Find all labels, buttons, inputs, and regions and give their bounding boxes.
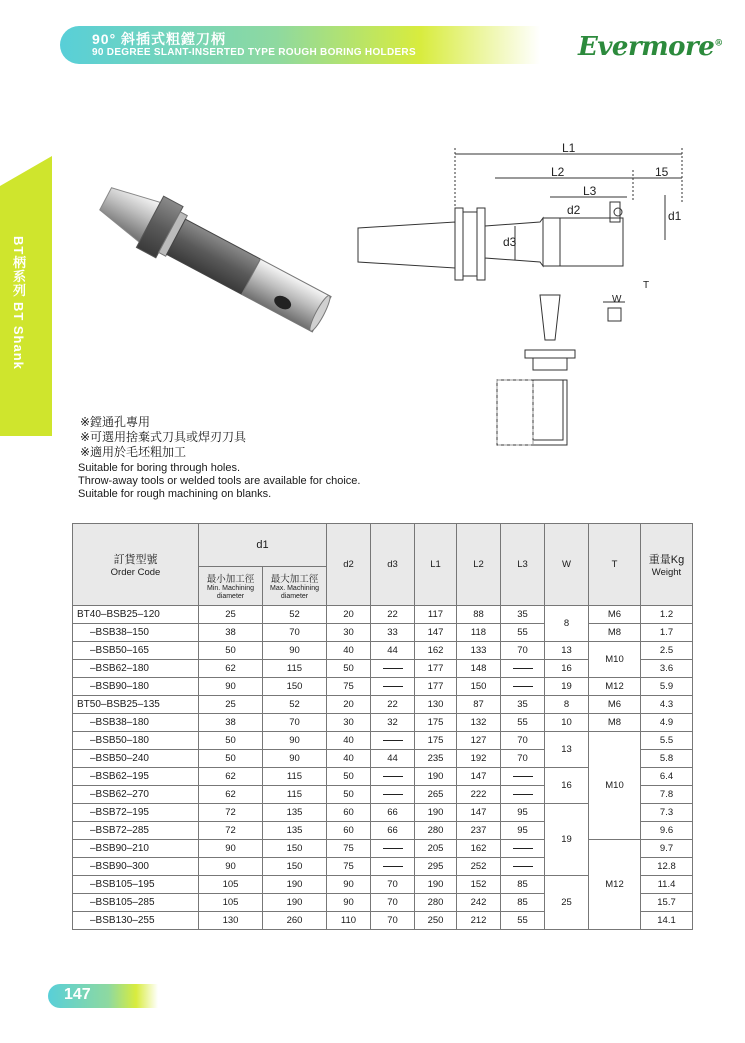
note-en-2: Throw-away tools or welded tools are available for choice. — [78, 475, 361, 487]
cell-code: –BSB38–180 — [73, 714, 199, 732]
cell-min: 50 — [199, 732, 263, 750]
col-order-code — [73, 524, 199, 606]
cell-d2: 50 — [327, 786, 371, 804]
cell-l2: 127 — [457, 732, 501, 750]
cell-code: –BSB90–210 — [73, 840, 199, 858]
cell-code: –BSB105–285 — [73, 894, 199, 912]
cell-d3: 22 — [371, 606, 415, 624]
cell-min: 25 — [199, 606, 263, 624]
cell-l2: 148 — [457, 660, 501, 678]
cell-l1: 250 — [415, 912, 457, 930]
cell-d3 — [371, 732, 415, 750]
cell-wt: 5.9 — [641, 678, 693, 696]
dash-mark — [383, 740, 403, 741]
table-row — [73, 678, 693, 696]
cell-min: 38 — [199, 624, 263, 642]
cell-d3 — [371, 768, 415, 786]
cell-l1: 265 — [415, 786, 457, 804]
dim-label-t: T — [643, 280, 650, 291]
cell-w: 13 — [545, 642, 589, 660]
cell-l1: 130 — [415, 696, 457, 714]
table-row — [73, 732, 693, 750]
cell-d3 — [371, 786, 415, 804]
col-weight — [641, 524, 693, 606]
cell-min: 105 — [199, 876, 263, 894]
cell-w: 19 — [545, 678, 589, 696]
cell-w: 8 — [545, 696, 589, 714]
table-row — [73, 714, 693, 732]
cell-l2: 192 — [457, 750, 501, 768]
dim-label-l3: L3 — [583, 184, 597, 198]
cell-l3 — [501, 840, 545, 858]
cell-t: M10 — [589, 732, 641, 840]
cell-min: 50 — [199, 642, 263, 660]
cell-l2: 150 — [457, 678, 501, 696]
cell-max: 150 — [263, 678, 327, 696]
cell-wt: 11.4 — [641, 876, 693, 894]
cell-wt: 1.2 — [641, 606, 693, 624]
dash-mark — [513, 668, 533, 669]
col-d2: d2 — [327, 524, 371, 606]
cell-l1: 280 — [415, 894, 457, 912]
dim-label-d1: d1 — [668, 209, 682, 223]
note-cn-2: ※可選用捨棄式刀具或焊刃刀具 — [80, 430, 247, 444]
cell-t: M12 — [589, 840, 641, 930]
cell-l3: 55 — [501, 624, 545, 642]
cell-d3 — [371, 840, 415, 858]
cell-code: BT50–BSB25–135 — [73, 696, 199, 714]
cell-d2: 20 — [327, 606, 371, 624]
cell-min: 130 — [199, 912, 263, 930]
cell-l2: 147 — [457, 804, 501, 822]
cell-d3: 66 — [371, 822, 415, 840]
cell-d2: 40 — [327, 750, 371, 768]
col-max-diameter — [263, 567, 327, 606]
cell-min: 62 — [199, 768, 263, 786]
cell-max: 52 — [263, 696, 327, 714]
table-row — [73, 696, 693, 714]
col-l1: L1 — [415, 524, 457, 606]
cell-max: 190 — [263, 876, 327, 894]
cell-d2: 20 — [327, 696, 371, 714]
cell-w: 25 — [545, 876, 589, 930]
cell-wt: 15.7 — [641, 894, 693, 912]
cell-t: M6 — [589, 696, 641, 714]
cell-max: 135 — [263, 822, 327, 840]
cell-t: M8 — [589, 714, 641, 732]
cell-wt: 2.5 — [641, 642, 693, 660]
dash-mark — [383, 686, 403, 687]
col-min-en: Min. Machining diameter — [206, 585, 255, 600]
cell-code: –BSB72–195 — [73, 804, 199, 822]
cell-code: –BSB62–180 — [73, 660, 199, 678]
cell-d2: 30 — [327, 624, 371, 642]
dash-mark — [513, 686, 533, 687]
cell-l1: 280 — [415, 822, 457, 840]
cell-max: 115 — [263, 660, 327, 678]
cell-l1: 175 — [415, 714, 457, 732]
cell-l1: 147 — [415, 624, 457, 642]
page-title-cn: 90° 斜插式粗鏜刀柄 — [92, 31, 227, 47]
product-image — [86, 165, 356, 365]
dim-label-w: W — [612, 294, 622, 305]
cell-l3: 85 — [501, 876, 545, 894]
cell-l1: 205 — [415, 840, 457, 858]
cell-d3: 44 — [371, 642, 415, 660]
cell-l1: 177 — [415, 660, 457, 678]
cell-d2: 50 — [327, 660, 371, 678]
cell-d2: 60 — [327, 822, 371, 840]
cell-code: –BSB72–285 — [73, 822, 199, 840]
cell-d2: 40 — [327, 642, 371, 660]
table-row — [73, 840, 693, 858]
note-cn-1: ※鏜通孔專用 — [80, 415, 151, 429]
cell-t: M6 — [589, 606, 641, 624]
cell-max: 135 — [263, 804, 327, 822]
cell-l2: 152 — [457, 876, 501, 894]
cell-l3: 35 — [501, 606, 545, 624]
cell-d3: 44 — [371, 750, 415, 768]
dim-label-15: 15 — [655, 165, 669, 179]
cell-l1: 175 — [415, 732, 457, 750]
table-row — [73, 642, 693, 660]
cell-w: 16 — [545, 768, 589, 804]
cell-max: 150 — [263, 840, 327, 858]
col-order-code-en: Order Code — [110, 567, 161, 578]
cell-l3: 85 — [501, 894, 545, 912]
logo-registered-mark: ® — [714, 38, 723, 49]
cell-wt: 9.6 — [641, 822, 693, 840]
cell-d2: 60 — [327, 804, 371, 822]
col-l3: L3 — [501, 524, 545, 606]
cell-d3 — [371, 858, 415, 876]
table-row — [73, 624, 693, 642]
dash-mark — [513, 848, 533, 849]
cell-l1: 117 — [415, 606, 457, 624]
cell-max: 190 — [263, 894, 327, 912]
col-order-code-cn: 訂貨型號 — [113, 554, 158, 566]
cell-code: –BSB90–300 — [73, 858, 199, 876]
cell-code: BT40–BSB25–120 — [73, 606, 199, 624]
cell-d3 — [371, 678, 415, 696]
cell-d3: 66 — [371, 804, 415, 822]
col-d1: d1 — [199, 524, 327, 567]
cell-l3 — [501, 660, 545, 678]
col-weight-cn: 重量Kg — [648, 554, 685, 566]
dash-mark — [513, 794, 533, 795]
cell-code: –BSB62–270 — [73, 786, 199, 804]
cell-max: 150 — [263, 858, 327, 876]
cell-min: 90 — [199, 840, 263, 858]
cell-l1: 162 — [415, 642, 457, 660]
feature-notes-cn — [80, 415, 246, 460]
cell-w: 10 — [545, 714, 589, 732]
note-cn-3: ※適用於毛坯粗加工 — [80, 445, 187, 459]
col-d3: d3 — [371, 524, 415, 606]
cell-min: 38 — [199, 714, 263, 732]
cell-d2: 75 — [327, 858, 371, 876]
cell-wt: 7.8 — [641, 786, 693, 804]
cell-t: M12 — [589, 678, 641, 696]
dash-mark — [383, 794, 403, 795]
col-max-en: Max. Machining diameter — [269, 585, 320, 600]
cell-code: –BSB38–150 — [73, 624, 199, 642]
cell-d3: 32 — [371, 714, 415, 732]
dim-label-d2: d2 — [567, 203, 581, 217]
cell-d2: 75 — [327, 678, 371, 696]
cell-min: 72 — [199, 804, 263, 822]
cell-l3: 70 — [501, 642, 545, 660]
cell-code: –BSB50–240 — [73, 750, 199, 768]
cell-wt: 5.5 — [641, 732, 693, 750]
cell-d3: 22 — [371, 696, 415, 714]
cell-l2: 132 — [457, 714, 501, 732]
cell-l2: 242 — [457, 894, 501, 912]
cell-d2: 110 — [327, 912, 371, 930]
cell-wt: 12.8 — [641, 858, 693, 876]
cell-l1: 295 — [415, 858, 457, 876]
cell-wt: 3.6 — [641, 660, 693, 678]
cell-min: 62 — [199, 786, 263, 804]
cell-l1: 190 — [415, 876, 457, 894]
cell-code: –BSB90–180 — [73, 678, 199, 696]
brand-logo — [578, 32, 723, 62]
cell-l3: 70 — [501, 732, 545, 750]
cell-min: 50 — [199, 750, 263, 768]
dim-label-l2: L2 — [551, 165, 565, 179]
table-row — [73, 606, 693, 624]
cell-d2: 40 — [327, 732, 371, 750]
cell-d2: 90 — [327, 876, 371, 894]
cell-max: 115 — [263, 786, 327, 804]
cell-min: 90 — [199, 858, 263, 876]
cell-l2: 87 — [457, 696, 501, 714]
cell-l2: 162 — [457, 840, 501, 858]
cell-wt: 14.1 — [641, 912, 693, 930]
cell-wt: 6.4 — [641, 768, 693, 786]
cell-l1: 177 — [415, 678, 457, 696]
dash-mark — [383, 776, 403, 777]
cell-l2: 147 — [457, 768, 501, 786]
cell-max: 70 — [263, 714, 327, 732]
col-weight-en: Weight — [651, 567, 682, 578]
dash-mark — [513, 776, 533, 777]
cell-d2: 50 — [327, 768, 371, 786]
cell-l3 — [501, 858, 545, 876]
cell-l2: 222 — [457, 786, 501, 804]
cell-l3 — [501, 678, 545, 696]
cell-d2: 30 — [327, 714, 371, 732]
cell-w: 19 — [545, 804, 589, 876]
cell-l3: 55 — [501, 912, 545, 930]
cell-l3: 70 — [501, 750, 545, 768]
cell-code: –BSB105–195 — [73, 876, 199, 894]
cell-d3: 70 — [371, 876, 415, 894]
cell-max: 70 — [263, 624, 327, 642]
cell-w: 16 — [545, 660, 589, 678]
dim-label-d3: d3 — [503, 235, 517, 249]
col-min-cn: 最小加工徑 — [206, 574, 255, 585]
cell-max: 260 — [263, 912, 327, 930]
cell-min: 105 — [199, 894, 263, 912]
cell-l2: 118 — [457, 624, 501, 642]
cell-l3: 95 — [501, 822, 545, 840]
cell-l2: 133 — [457, 642, 501, 660]
cell-wt: 1.7 — [641, 624, 693, 642]
cell-l3 — [501, 768, 545, 786]
cell-min: 72 — [199, 822, 263, 840]
cell-w: 8 — [545, 606, 589, 642]
cell-l2: 212 — [457, 912, 501, 930]
cell-t: M8 — [589, 624, 641, 642]
cell-code: –BSB50–165 — [73, 642, 199, 660]
col-min-diameter — [199, 567, 263, 606]
cell-l3: 35 — [501, 696, 545, 714]
dimension-drawing — [355, 140, 695, 450]
cell-code: –BSB130–255 — [73, 912, 199, 930]
cell-min: 90 — [199, 678, 263, 696]
cell-w: 13 — [545, 732, 589, 768]
cell-l2: 252 — [457, 858, 501, 876]
cell-d3 — [371, 660, 415, 678]
cell-l3: 55 — [501, 714, 545, 732]
col-w: W — [545, 524, 589, 606]
cell-max: 90 — [263, 732, 327, 750]
dash-mark — [383, 866, 403, 867]
col-t: T — [589, 524, 641, 606]
specification-table — [72, 523, 693, 930]
cell-wt: 7.3 — [641, 804, 693, 822]
cell-l1: 190 — [415, 804, 457, 822]
dash-mark — [513, 866, 533, 867]
specification-table-body — [73, 606, 693, 930]
cell-l1: 190 — [415, 768, 457, 786]
dash-mark — [383, 848, 403, 849]
cell-code: –BSB62–195 — [73, 768, 199, 786]
page-number: 147 — [64, 986, 91, 1003]
page-title-en: 90 DEGREE SLANT-INSERTED TYPE ROUGH BORING HOLDERS — [92, 47, 416, 58]
dim-label-l1: L1 — [562, 141, 576, 155]
feature-notes-en — [78, 462, 360, 501]
cell-wt: 4.9 — [641, 714, 693, 732]
cell-d3: 70 — [371, 894, 415, 912]
cell-d3: 33 — [371, 624, 415, 642]
cell-code: –BSB50–180 — [73, 732, 199, 750]
cell-l3: 95 — [501, 804, 545, 822]
cell-l2: 88 — [457, 606, 501, 624]
cell-max: 115 — [263, 768, 327, 786]
col-l2: L2 — [457, 524, 501, 606]
side-category-label: BT柄系列 BT Shank — [11, 236, 26, 370]
cell-t: M10 — [589, 642, 641, 678]
cell-wt: 4.3 — [641, 696, 693, 714]
note-en-3: Suitable for rough machining on blanks. — [78, 488, 272, 500]
note-en-1: Suitable for boring through holes. — [78, 462, 241, 474]
cell-max: 52 — [263, 606, 327, 624]
cell-d3: 70 — [371, 912, 415, 930]
cell-max: 90 — [263, 750, 327, 768]
cell-wt: 5.8 — [641, 750, 693, 768]
cell-l2: 237 — [457, 822, 501, 840]
logo-text: Evermore — [578, 32, 715, 62]
cell-l1: 235 — [415, 750, 457, 768]
cell-d2: 75 — [327, 840, 371, 858]
cell-wt: 9.7 — [641, 840, 693, 858]
cell-max: 90 — [263, 642, 327, 660]
cell-l3 — [501, 786, 545, 804]
cell-min: 25 — [199, 696, 263, 714]
col-max-cn: 最大加工徑 — [270, 574, 319, 585]
cell-d2: 90 — [327, 894, 371, 912]
dash-mark — [383, 668, 403, 669]
cell-min: 62 — [199, 660, 263, 678]
